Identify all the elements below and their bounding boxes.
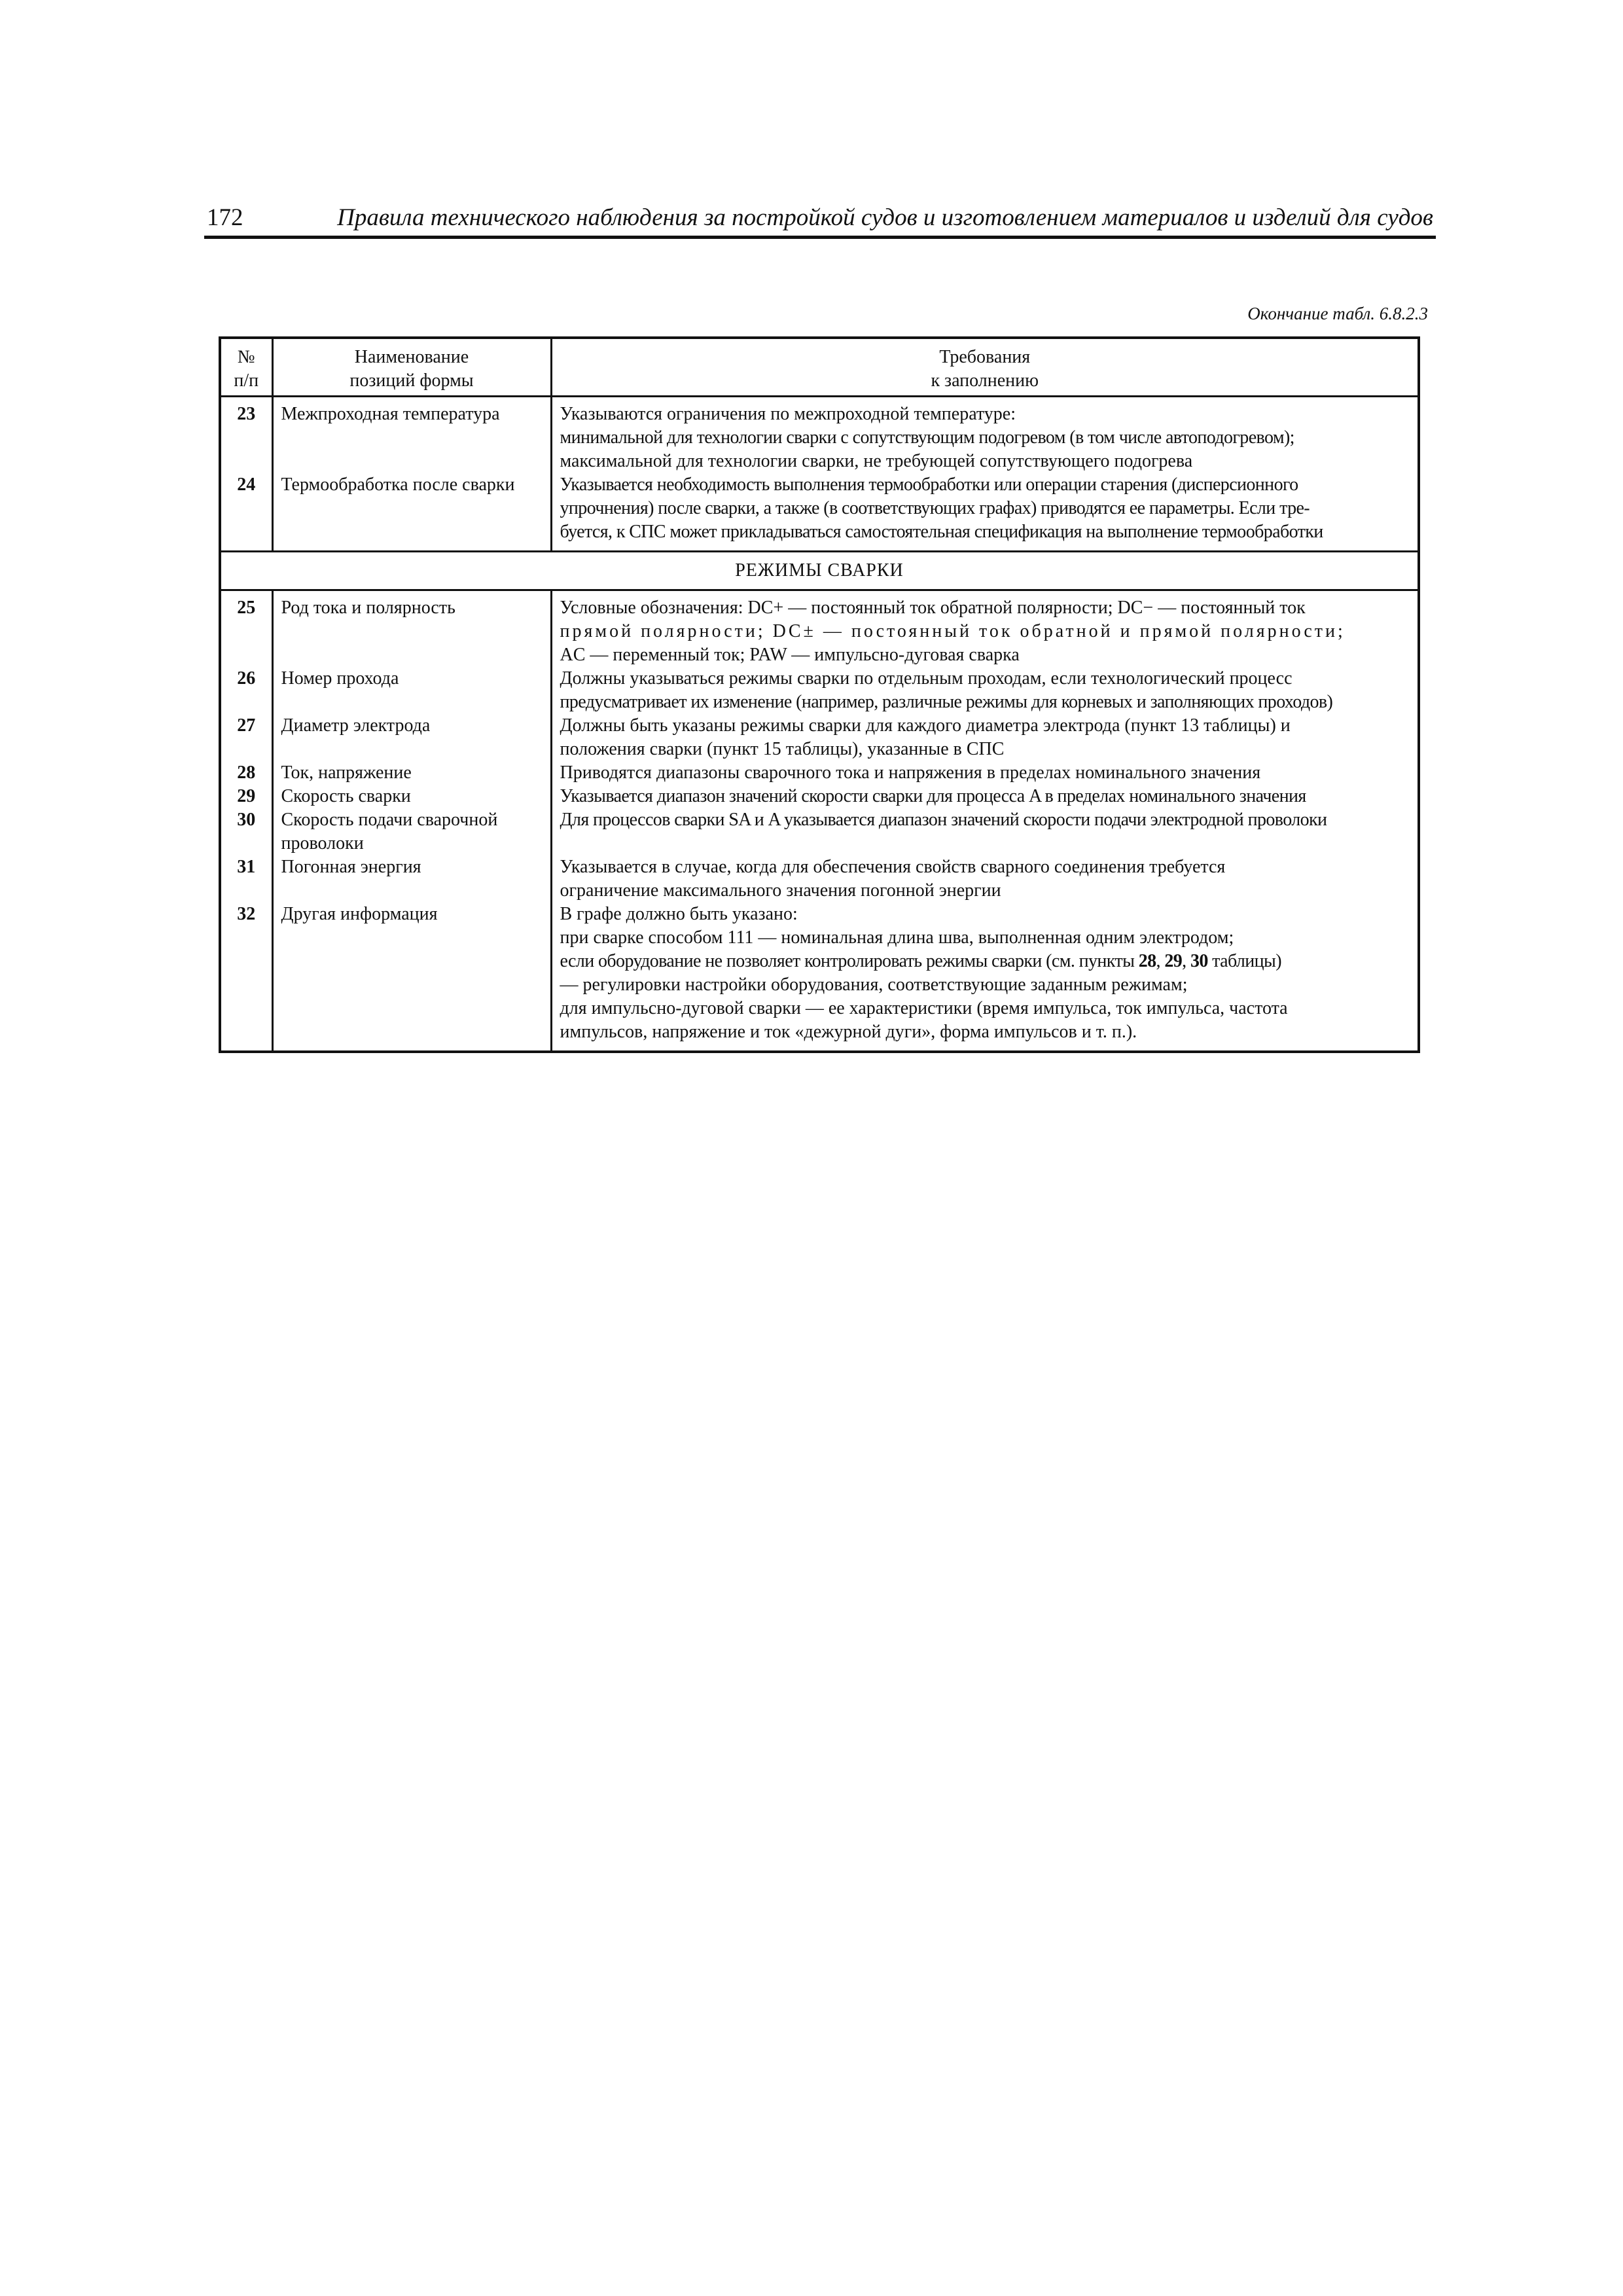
row-name: Термообработка после сварки bbox=[272, 473, 551, 552]
table-row bbox=[220, 473, 1419, 552]
running-header bbox=[204, 196, 1436, 239]
requirement-line-with-refs: если оборудование не позволяет контролировать режимы сварки (см. пункты 28, 29, 30 таблицы) bbox=[560, 951, 1281, 971]
row-number: 27 bbox=[220, 714, 272, 761]
table-row bbox=[220, 667, 1419, 714]
row-name: Род тока и полярность bbox=[272, 590, 551, 668]
column-header-requirements: Требования к заполнению bbox=[551, 338, 1419, 397]
page-number: 172 bbox=[207, 204, 243, 231]
section-title: РЕЖИМЫ СВАРКИ bbox=[220, 552, 1419, 590]
table-row bbox=[220, 855, 1419, 903]
table-row bbox=[220, 714, 1419, 761]
table-row bbox=[220, 808, 1419, 855]
table-header-row bbox=[220, 338, 1419, 397]
row-name: Скорость сварки bbox=[272, 785, 551, 808]
table-row bbox=[220, 903, 1419, 1052]
row-name: Диаметр электрода bbox=[272, 714, 551, 761]
row-requirement: Приводятся диапазоны сварочного тока и напряжения в пределах номинального значения bbox=[560, 762, 1261, 783]
row-number: 30 bbox=[220, 808, 272, 855]
item-ref-30: 30 bbox=[1190, 951, 1208, 971]
row-requirement: В графе должно быть указано: при сварке способом 111 — номинальная длина шва, выполненная одним электродом; если оборудование не позволяет контролировать режимы сварки (см. пункты 28, 29, 30 таблицы) — регулировки настройки оборудования, соответствующие заданным режимам; для импульсно-дуговой сварки — ее характеристики (время импульса, ток импульса, частота импульсов, напряжение и ток «дежурной дуги», форма импульсов и т. п.). bbox=[551, 903, 1419, 1052]
row-requirement: Для процессов сварки SA и A указывается диапазон значений скорости подачи электродной проволоки bbox=[560, 810, 1327, 830]
row-name: Другая информация bbox=[272, 903, 551, 1052]
row-number: 26 bbox=[220, 667, 272, 714]
row-number: 28 bbox=[220, 761, 272, 785]
table-continuation-caption: Окончание табл. 6.8.2.3 bbox=[1247, 304, 1428, 323]
row-name: Погонная энергия bbox=[272, 855, 551, 903]
row-name: Межпроходная температура bbox=[272, 397, 551, 474]
row-requirement: Указываются ограничения по межпроходной температуре: минимальной для технологии сварки с сопутствующим подогревом (в том числе автоподогревом); максимальной для технологии сварки, не требующей сопутствующего подогрева bbox=[560, 404, 1294, 471]
column-header-name: Наименование позиций формы bbox=[272, 338, 551, 397]
item-ref-28: 28 bbox=[1138, 951, 1156, 971]
row-requirement: Указывается в случае, когда для обеспечения свойств сварного соединения требуется ограничение максимального значения погонной энергии bbox=[560, 857, 1226, 901]
section-header-row bbox=[220, 552, 1419, 590]
table-row bbox=[220, 761, 1419, 785]
table-row bbox=[220, 397, 1419, 474]
requirements-table bbox=[219, 336, 1420, 1053]
row-number: 25 bbox=[220, 590, 272, 668]
row-number: 31 bbox=[220, 855, 272, 903]
row-requirement: Должны указываться режимы сварки по отдельным проходам, если технологический процесс предусматривает их изменение (например, различные режимы для корневых и заполняющих проходов) bbox=[560, 668, 1333, 712]
column-header-number: № п/п bbox=[220, 338, 272, 397]
row-number: 29 bbox=[220, 785, 272, 808]
row-name: Ток, напряжение bbox=[272, 761, 551, 785]
row-name: Номер прохода bbox=[272, 667, 551, 714]
row-requirement: Условные обозначения: DC+ — постоянный ток обратной полярности; DC− — постоянный ток прямой полярности; DC± — постоянный ток обратной и прямой полярности; AC — переменный ток; PAW — импульсно-дуговая сварка bbox=[560, 598, 1346, 665]
item-ref-29: 29 bbox=[1164, 951, 1183, 971]
row-name: Скорость подачи сварочной проволоки bbox=[272, 808, 551, 855]
row-requirement: Должны быть указаны режимы сварки для каждого диаметра электрода (пункт 13 таблицы) и положения сварки (пункт 15 таблицы), указанные в СПС bbox=[560, 715, 1291, 759]
row-number: 23 bbox=[220, 397, 272, 474]
row-requirement: Указывается необходимость выполнения термообработки или операции старения (дисперсионного упрочнения) после сварки, а также (в соответствующих графах) приводятся ее параметры. Если тре- буется, к СПС может прикладываться самостоятельная спецификация на выполнение термообработки bbox=[560, 475, 1323, 542]
row-number: 32 bbox=[220, 903, 272, 1052]
row-number: 24 bbox=[220, 473, 272, 552]
running-title: Правила технического наблюдения за постройкой судов и изготовлением материалов и изделий для судов bbox=[337, 204, 1433, 231]
row-requirement: Указывается диапазон значений скорости сварки для процесса A в пределах номинального значения bbox=[560, 786, 1306, 806]
table-row bbox=[220, 785, 1419, 808]
table-row bbox=[220, 590, 1419, 668]
